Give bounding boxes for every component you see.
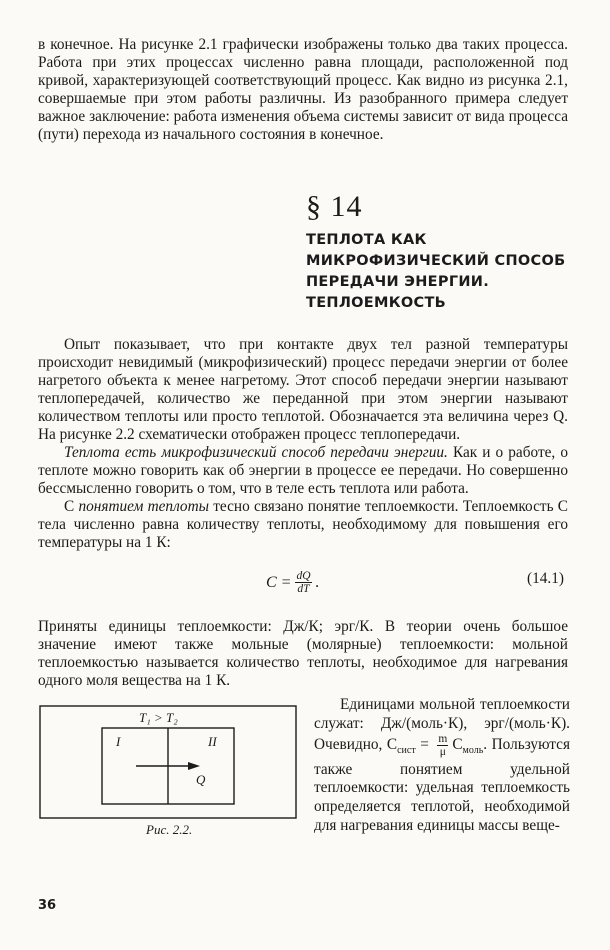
- side-text-part: C: [452, 736, 463, 754]
- top-paragraph: в конечное. На рисунке 2.1 графически изображены только два таких процесса. Работа при этих процессах численно равна площади, расположенной под кривой, характеризующей соответствующий процесс. Как видно из рисунка 2.1, совершаемые при этом работы различны. Из разобранного примера следует важное заключение: работа изменения объема системы зависит от вида процесса (пути) перехода из начального состояния в конечное.: [38, 36, 568, 143]
- inline-fraction: [437, 733, 448, 758]
- formula: [266, 570, 320, 595]
- subscript: моль: [462, 745, 484, 757]
- figure-section: [38, 696, 568, 846]
- fraction-numerator: m: [438, 733, 448, 746]
- body-one-label: I: [116, 734, 121, 749]
- page-body: [38, 36, 568, 846]
- temperature-label: T₁ > T₂: [139, 710, 178, 725]
- formula-block: [38, 564, 568, 606]
- arrow-head-icon: [188, 762, 200, 770]
- italic-definition: Теплота есть микрофизический способ передачи энергии.: [64, 444, 448, 461]
- heat-transfer-diagram: [38, 704, 300, 824]
- formula-lhs: C =: [266, 573, 292, 591]
- paragraph-rest: Как и о работе, о теплоте можно говорить как об энергии в процессе ее передачи. Но совершенно бессмысленно говорить о том, что в теле есть теплота или работа.: [38, 444, 568, 497]
- section-number: § 14: [306, 190, 363, 223]
- body-two-label: II: [208, 734, 217, 749]
- section-title-line: ТЕПЛОЕМКОСТЬ: [306, 295, 446, 311]
- italic-term: понятием теплоты: [78, 498, 209, 515]
- heat-label: Q: [196, 772, 206, 787]
- section-title-line: ТЕПЛОТА КАК: [306, 232, 427, 248]
- section-title-line: ПЕРЕДАЧИ ЭНЕРГИИ.: [306, 274, 490, 290]
- figure-2-2: [38, 704, 300, 829]
- paragraph-heat-definition: [38, 444, 568, 498]
- section-body: [38, 336, 568, 846]
- paragraph-heat-capacity: [38, 498, 568, 552]
- side-paragraph: [314, 696, 570, 835]
- section-title-line: МИКРОФИЗИЧЕСКИЙ СПОСОБ: [306, 253, 566, 269]
- fraction-denominator: μ: [439, 746, 446, 759]
- formula-denominator: dT: [297, 583, 310, 595]
- paragraph-units: Приняты единицы теплоемкости: Дж/К; эрг/К. В теории очень большое значение имеют также мольные (молярные) теплоемкости: мольной теплоемкостью называется количество теплоты, необходимое для нагревания одного моля вещества на 1 К.: [38, 618, 568, 689]
- side-text-part: Единицами мольной теплоемкости служат: Дж/(моль·К), эрг/(моль·К). Очевидно, C: [314, 696, 570, 754]
- formula-tail: .: [315, 573, 320, 591]
- page-number: 36: [38, 898, 57, 913]
- formula-fraction: [295, 570, 311, 595]
- formula-number: (14.1): [527, 570, 564, 587]
- paragraph-heat-transfer: Опыт показывает, что при контакте двух тел разной температуры происходит невидимый (микрофизический) процесс передачи энергии от более нагретого объекта к менее нагретому. Этот способ передачи энергии называют теплопередачей, количество же переданной при этом энергии называют количеством теплоты или просто теплотой. Обозначается эта величина через Q. На рисунке 2.2 схематически отображен процесс теплопередачи.: [38, 336, 568, 443]
- paragraph-lead: С: [64, 498, 79, 515]
- section-title: [306, 230, 568, 314]
- side-text-part: =: [415, 736, 434, 754]
- paragraph-rest: тесно связано понятие теплоемкости. Теплоемкость C тела численно равна количеству теплоты, необходимому для повышения его температуры на 1 К:: [38, 498, 568, 551]
- side-text-part: . Пользуются также понятием удельной теплоемкости: удельная теплоемкость определяется теплотой, необходимой для нагревания единицы массы веще-: [314, 736, 570, 834]
- formula-numerator: dQ: [296, 570, 311, 582]
- figure-caption: Рис. 2.2.: [146, 822, 193, 837]
- subscript: сист: [397, 745, 416, 757]
